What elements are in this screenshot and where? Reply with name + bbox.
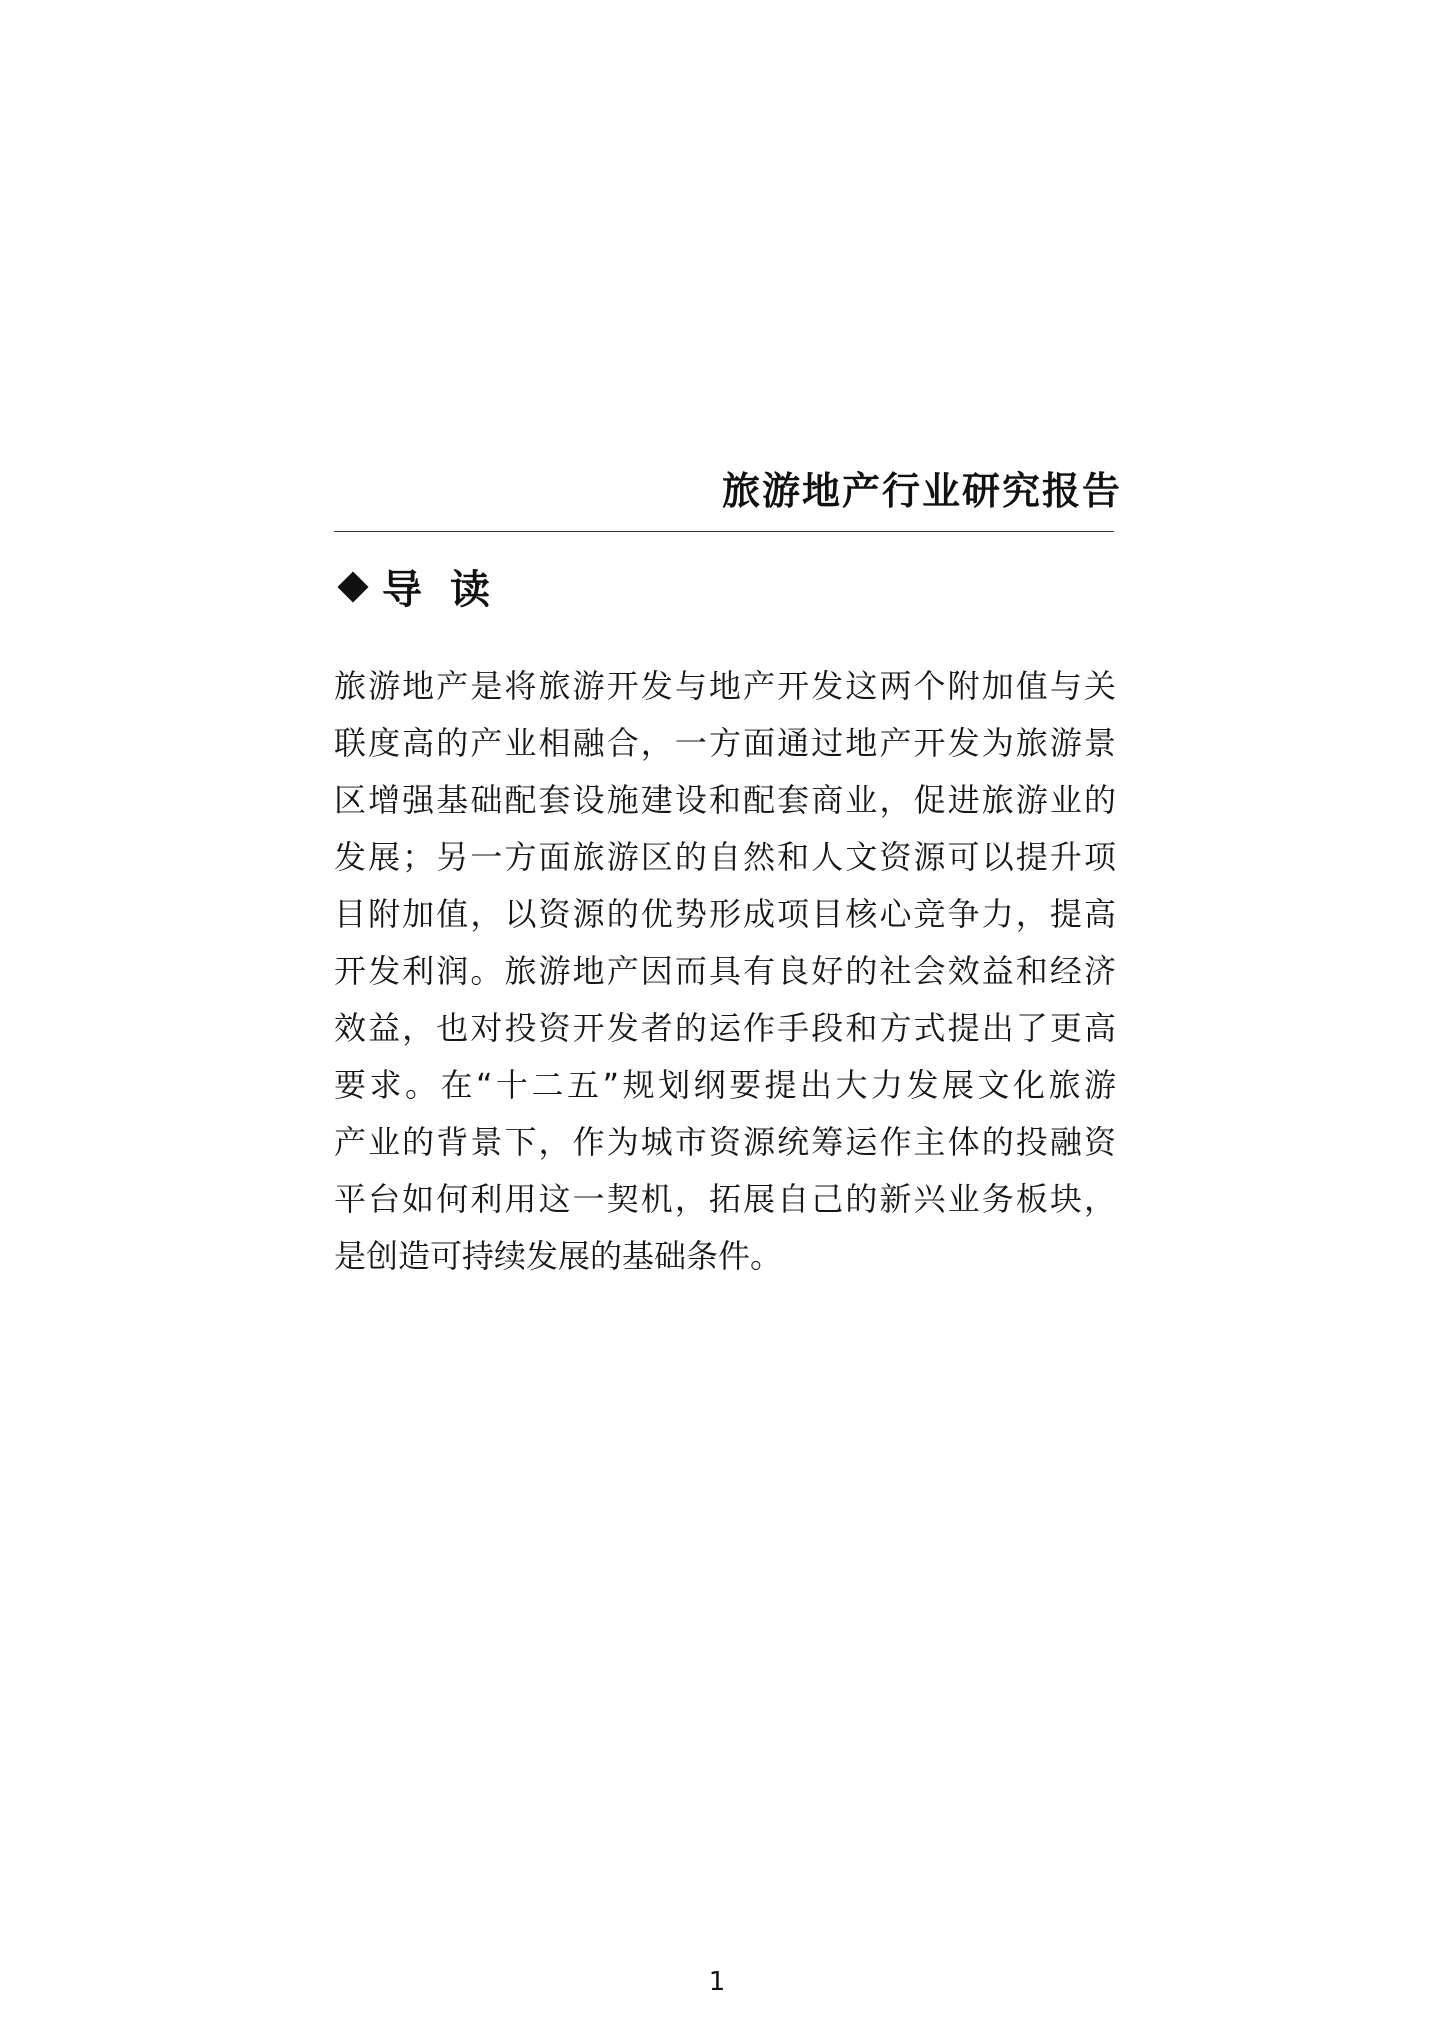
body-line: 产业的背景下，作为城市资源统筹运作主体的投融资 <box>334 1123 1116 1161</box>
report-title: 旅游地产行业研究报告 <box>721 468 1122 513</box>
body-line: 联度高的产业相融合，一方面通过地产开发为旅游景 <box>334 724 1116 762</box>
body-line: 发展；另一方面旅游区的自然和人文资源可以提升项 <box>334 838 1116 876</box>
body-line: 效益，也对投资开发者的运作手段和方式提出了更高 <box>334 1009 1116 1047</box>
page-number: 1 <box>708 1967 726 1997</box>
body-line: 是创造可持续发展的基础条件。 <box>334 1237 783 1275</box>
diamond-icon <box>337 571 368 602</box>
section-heading <box>334 558 518 615</box>
section-heading-text: 导读 <box>382 567 518 613</box>
body-line: 区增强基础配套设施建设和配套商业，促进旅游业的 <box>334 781 1116 819</box>
body-line: 目附加值，以资源的优势形成项目核心竞争力，提高 <box>334 895 1116 933</box>
body-line: 平台如何利用这一契机，拓展自己的新兴业务板块， <box>334 1180 1116 1218</box>
body-paragraph <box>334 658 1116 1285</box>
title-divider <box>334 531 1114 532</box>
body-line: 旅游地产是将旅游开发与地产开发这两个附加值与关 <box>334 667 1116 705</box>
body-line: 开发利润。旅游地产因而具有良好的社会效益和经济 <box>334 952 1116 990</box>
body-line: 要求。在“十二五”规划纲要提出大力发展文化旅游 <box>334 1066 1116 1104</box>
